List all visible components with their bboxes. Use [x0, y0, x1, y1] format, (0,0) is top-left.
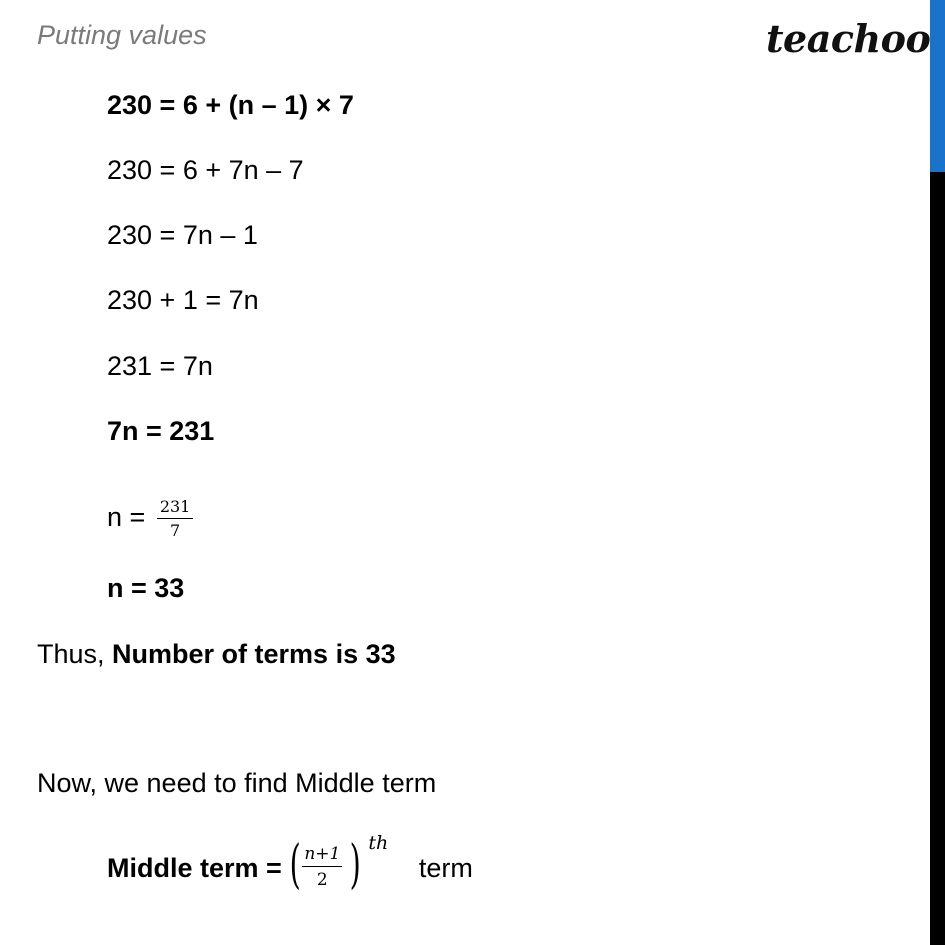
left-paren: (	[289, 835, 302, 895]
step-2: 230 = 6 + 7n – 7	[107, 155, 304, 185]
teachoo-logo: teachoo	[766, 16, 931, 61]
scrollbar-thumb[interactable]	[930, 0, 945, 172]
fraction-numerator: 231	[157, 498, 194, 519]
next-statement: Now, we need to find Middle term	[37, 768, 437, 798]
step-6: 7n = 231	[107, 416, 215, 446]
th-superscript: th	[368, 832, 389, 854]
step-3: 230 = 7n – 1	[107, 220, 258, 250]
fraction-denominator: 7	[169, 521, 181, 540]
caption-putting-values: Putting values	[37, 20, 207, 50]
middle-term-frac	[302, 844, 342, 890]
middle-term-fraction	[289, 832, 405, 898]
conclusion	[37, 637, 396, 671]
middle-term-label: Middle term =	[107, 853, 282, 883]
fraction-231-over-7	[157, 498, 194, 540]
middle-term-formula	[107, 832, 473, 898]
step-4: 230 + 1 = 7n	[107, 285, 259, 315]
right-paren: )	[349, 835, 362, 895]
middle-term-denominator: 2	[316, 870, 328, 890]
scrollbar[interactable]	[930, 0, 945, 945]
middle-term-suffix: term	[418, 853, 473, 883]
fraction-lhs: n =	[107, 502, 146, 533]
middle-term-numerator: n+1	[302, 844, 342, 867]
conclusion-bold: Number of terms is 33	[112, 639, 396, 669]
step-5: 231 = 7n	[107, 351, 213, 381]
step-1: 230 = 6 + (n – 1) × 7	[107, 90, 354, 120]
conclusion-prefix: Thus,	[37, 639, 113, 669]
result-step: n = 33	[107, 573, 185, 603]
fraction-step	[107, 498, 193, 540]
